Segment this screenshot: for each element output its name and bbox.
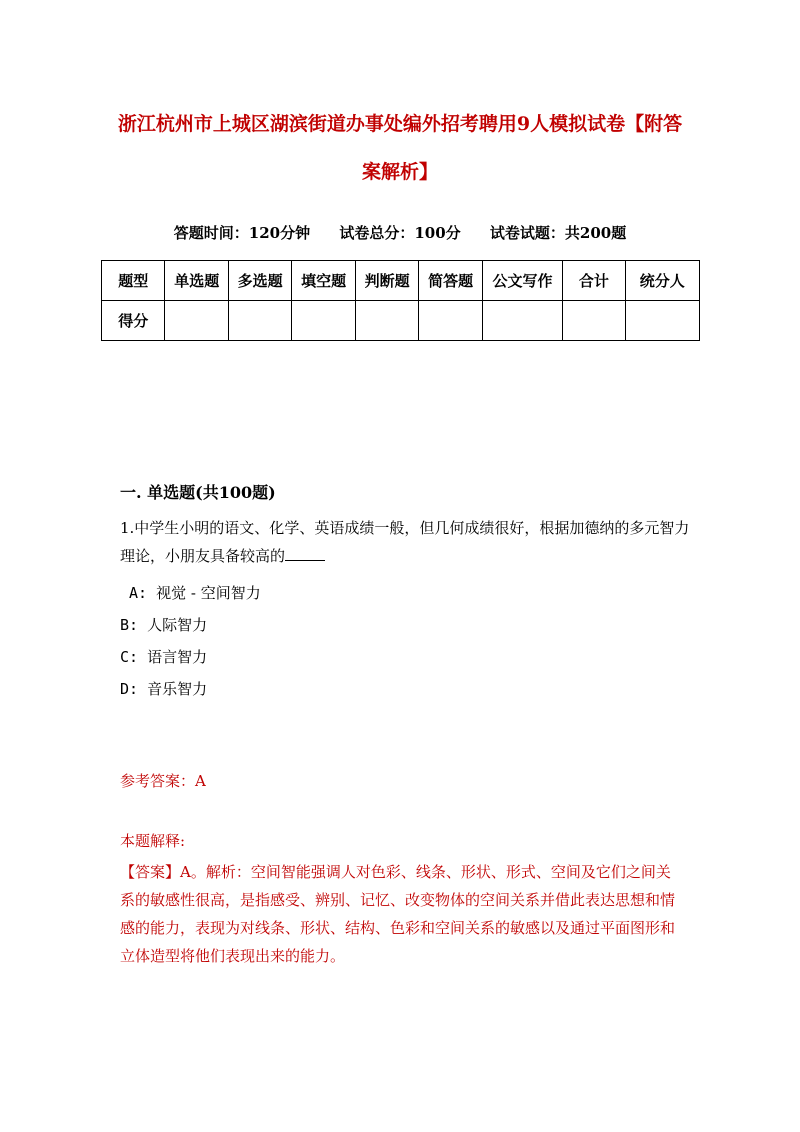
- reference-answer: 参考答案：A: [120, 772, 206, 790]
- score-cell: [482, 301, 562, 341]
- option-label: D:: [120, 680, 148, 698]
- option-text: 语言智力: [147, 648, 208, 666]
- option-text: 音乐智力: [147, 680, 208, 698]
- score-header-cell: 公文写作: [482, 261, 562, 301]
- explanation-title: 本题解释:: [120, 832, 186, 850]
- score-table: [101, 260, 700, 341]
- score-cell: [625, 301, 699, 341]
- explanation-text: 【答案】A。解析：空间智能强调人对色彩、线条、形状、形式、空间及它们之间关系的敏感性很高，是指感受、辨别、记忆、改变物体的空间关系并借此表达思想和情感的能力，表现为对线条、形状、结构、色彩和空间关系的敏感以及通过平面图形和立体造型将他们表现出来的能力。: [120, 863, 676, 965]
- score-table-header-row: [102, 261, 700, 301]
- score-cell: [292, 301, 355, 341]
- exam-total-score: 试卷总分：100分: [339, 224, 461, 242]
- score-header-cell: 判断题: [355, 261, 418, 301]
- score-cell: [355, 301, 418, 341]
- score-row-label: 得分: [102, 301, 165, 341]
- option-b: [120, 614, 207, 635]
- option-text: 视觉 - 空间智力: [156, 584, 261, 602]
- exam-meta: [0, 222, 800, 243]
- option-d: [120, 678, 207, 699]
- section-heading: 一. 单选题(共100题): [120, 483, 276, 502]
- answer-blank: [285, 546, 325, 561]
- option-label: B:: [120, 616, 148, 634]
- document-title: 浙江杭州市上城区湖滨街道办事处编外招考聘用9人模拟试卷【附答案解析】: [117, 113, 683, 183]
- score-header-cell: 合计: [563, 261, 625, 301]
- option-c: [120, 646, 207, 667]
- exam-question-count: 试卷试题：共200题: [489, 224, 627, 242]
- score-table-score-row: [102, 301, 700, 341]
- option-label: A:: [120, 584, 157, 602]
- score-header-cell: 多选题: [228, 261, 291, 301]
- exam-time: 答题时间：120分钟: [173, 224, 311, 242]
- score-cell: [563, 301, 625, 341]
- score-cell: [419, 301, 482, 341]
- question-stem: 1.中学生小明的语文、化学、英语成绩一般，但几何成绩很好，根据加德纳的多元智力理论，小朋友具备较高的: [120, 519, 690, 565]
- option-text: 人际智力: [147, 616, 208, 634]
- option-a: [120, 582, 261, 603]
- score-header-cell: 单选题: [165, 261, 228, 301]
- score-header-cell: 题型: [102, 261, 165, 301]
- score-header-cell: 填空题: [292, 261, 355, 301]
- score-header-cell: 统分人: [625, 261, 699, 301]
- question-text: [120, 514, 690, 570]
- option-label: C:: [120, 648, 148, 666]
- score-header-cell: 简答题: [419, 261, 482, 301]
- score-cell: [165, 301, 228, 341]
- score-cell: [228, 301, 291, 341]
